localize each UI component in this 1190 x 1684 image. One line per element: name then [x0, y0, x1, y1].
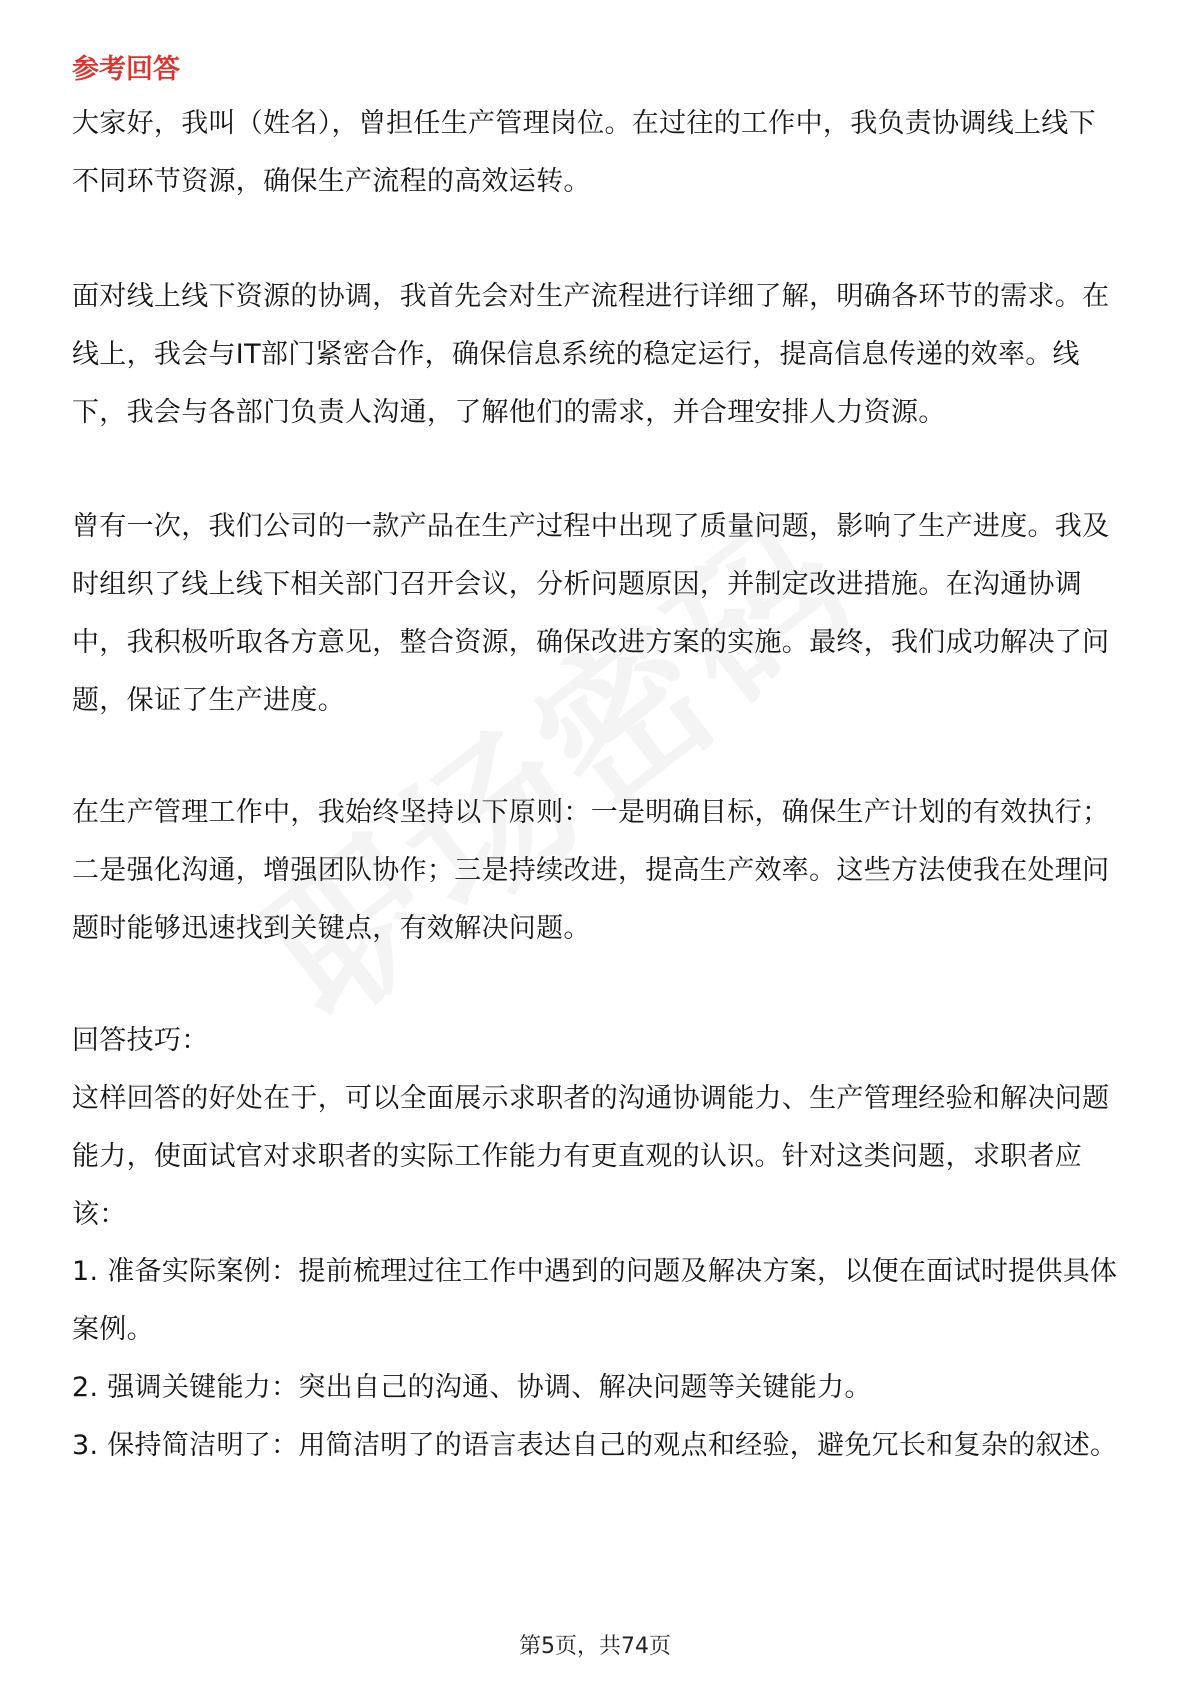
page-number-footer: 第5页，共74页	[519, 1634, 671, 1659]
answer-paragraph-3: 曾有一次，我们公司的一款产品在生产过程中出现了质量问题，影响了生产进度。我及时组织了线上线下相关部门召开会议，分析问题原因，并制定改进措施。在沟通协调中，我积极听取各方意见，整合资源，确保改进方案的实施。最终，我们成功解决了问题，保证了生产进度。	[72, 511, 1110, 716]
tip-item-3: 3. 保持简洁明了：用简洁明了的语言表达自己的观点和经验，避免冗长和复杂的叙述。	[72, 1430, 1118, 1461]
section-heading: 参考回答	[72, 54, 180, 85]
answer-paragraph-2: 面对线上线下资源的协调，我首先会对生产流程进行详细了解，明确各环节的需求。在线上，我会与IT部门紧密合作，确保信息系统的稳定运行，提高信息传递的效率。线下，我会与各部门负责人沟通，了解他们的需求，并合理安排人力资源。	[72, 281, 1110, 428]
tips-intro: 这样回答的好处在于，可以全面展示求职者的沟通协调能力、生产管理经验和解决问题能力，使面试官对求职者的实际工作能力有更直观的认识。针对这类问题，求职者应该：	[72, 1083, 1110, 1230]
tip-item-1: 1. 准备实际案例：提前梳理过往工作中遇到的问题及解决方案，以便在面试时提供具体案例。	[72, 1256, 1118, 1345]
tips-label: 回答技巧：	[72, 1025, 209, 1056]
answer-paragraph-4: 在生产管理工作中，我始终坚持以下原则：一是明确目标，确保生产计划的有效执行；二是强化沟通，增强团队协作；三是持续改进，提高生产效率。这些方法使我在处理问题时能够迅速找到关键点，有效解决问题。	[72, 797, 1110, 944]
tip-item-2: 2. 强调关键能力：突出自己的沟通、协调、解决问题等关键能力。	[72, 1372, 872, 1403]
answer-paragraph-1: 大家好，我叫（姓名），曾担任生产管理岗位。在过往的工作中，我负责协调线上线下不同环节资源，确保生产流程的高效运转。	[72, 108, 1096, 197]
